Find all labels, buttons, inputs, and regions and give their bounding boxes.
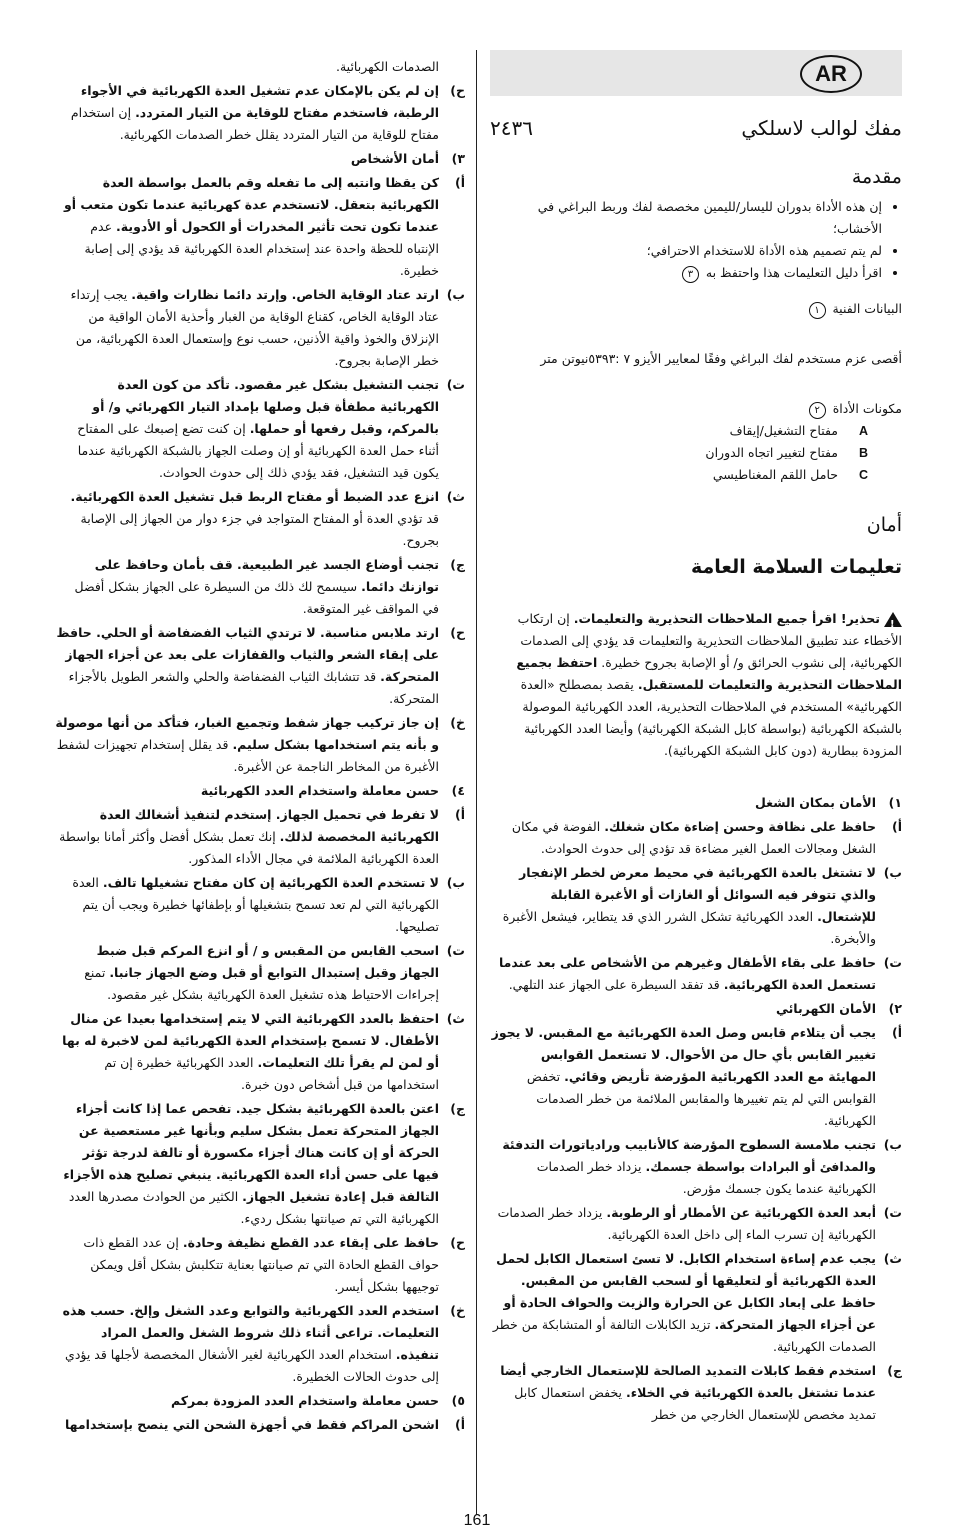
safety-item — [490, 1022, 902, 1132]
item-body — [55, 1414, 439, 1436]
item-body — [55, 780, 439, 802]
item-body — [55, 1300, 439, 1388]
item-body — [490, 998, 876, 1020]
item-body — [55, 284, 439, 372]
safety-item — [490, 998, 902, 1020]
item-number: ب) — [883, 865, 902, 880]
component-item: C حامل اللقم المغناطيسي — [712, 467, 868, 482]
item-number: أ) — [455, 1417, 465, 1432]
safety-item — [55, 1300, 465, 1388]
item-bold-text: تجنب ملامسة السطوح المؤرضة كالأنابيب ورادياتورات التدفئة والمدافئ أو البرادات بواسطة جسمك. — [502, 1137, 876, 1174]
item-bold-text: استخدم العدد الكهربائية والتوابع وعدد الشغل وإلخ. حسب هذه التعليمات. تراعى أثناء ذلك شروط الشغل والعمل المراد تنفيذه. — [62, 1303, 439, 1362]
components-label: مكونات الأداة ٢ — [490, 398, 902, 420]
item-body — [55, 872, 439, 938]
components-list — [490, 420, 902, 486]
item-number: ب) — [446, 287, 465, 302]
item-body — [55, 148, 439, 170]
item-number: أ) — [892, 1025, 902, 1040]
item-bold-text: لا تستخدم العدة الكهربائية إن كان مفتاح تشغيلها تالف. — [102, 875, 439, 890]
item-number: ح) — [450, 625, 465, 640]
item-number: ٥) — [451, 1393, 465, 1408]
item-body — [55, 486, 439, 552]
item-body — [55, 1008, 439, 1096]
item-text: تمنع إجراءات الاحتياط هذه تشغيل العدة الكهربائية بشكل غير مقصود. — [84, 965, 439, 1002]
safety-item — [55, 1008, 465, 1096]
item-text: تخفض القوابس التي لم يتم تغييرها والمقابس الملائمة من خطر الصدمات الكهربائية. — [526, 1069, 876, 1128]
item-bold-text: حسن معاملة واستخدام العدد الكهربائية — [200, 783, 439, 798]
item-body — [490, 792, 876, 814]
safety-item — [55, 80, 465, 146]
safety-item — [490, 792, 902, 814]
document-title: مفك لوالب لاسلكي — [741, 116, 902, 140]
item-number: ج) — [450, 1101, 465, 1116]
item-text: إن استخدام مفتاح للوقاية من التيار المتردد يقلل خطر الصدمات الكهربائية. — [70, 105, 439, 142]
item-number: ت) — [883, 1205, 902, 1220]
warning-paragraph: !تحذير! اقرأ جميع الملاحظات التحذيرية والتعليمات. إن ارتكاب الأخطاء عند تطبيق الملاحظات التحذيرية والتعليمات قد يؤدي إلى الصدمات الكهربائية، إلى نشوب الحرائق و/ أو الإصابة بجروح خطيرة. احتفظ بجميع الملاحظات التحذيرية والتعليمات للمستقبل. يقصد بمصطلح «العدة الكهربائية» المستخدم في الملاحظات التحذيرية، العدد الكهربائية الموصولة بالشبكة الكهربائية (بواسطة كابل الشبكة الكهربائية) وأيضا العدد الكهربائية المزودة ببطارية (دون كابل الشبكة الكهربائية). — [490, 608, 902, 762]
item-bold-text: اسحب القابس من المقبس و / أو انزع المركم قبل ضبط الجهاز وقبل إستبدال التوابع أو قبل وضع الجهاز جانبا. — [96, 943, 439, 980]
safety-item — [55, 1232, 465, 1298]
item-body — [55, 1232, 439, 1298]
item-bold-text: يجب أن يتلاءم قابس وصل العدة الكهربائية مع المقبس. لا يجوز تغيير القابس بأي حال من الأحوال. لا تستعمل القوابس المهايئة مع العدد الكهربائية المؤرضة تأريض وقائي. — [491, 1025, 876, 1084]
safety-item — [55, 780, 465, 802]
item-body — [490, 862, 876, 950]
item-text: العدد الكهربائية تشكل الشرر الذي قد يتطاير، فيشعل الأغبرة والأبخرة. — [502, 909, 876, 946]
item-bold-text: إن لم يكن بالإمكان عدم تشغيل العدة الكهربائية في الأجواء الرطبة، فاستخدم مفتاح للوقاية من التيار المتردد. — [80, 83, 439, 120]
item-body — [55, 172, 439, 282]
right-column — [490, 50, 902, 1426]
item-body — [55, 622, 439, 710]
safety-item — [490, 862, 902, 950]
component-item: A مفتاح التشغيل/إيقاف — [729, 423, 868, 438]
item-bold-text: تجنب التشغيل بشكل غير مقصود. تأكد من كون العدة الكهربائية مطفأة قبل وصلها بإمداد التيار الكهربائي و/ أو بالمركم، وقبل رفعها أو حملها. — [92, 377, 439, 436]
item-bold-text: أمان الأشخاص — [350, 151, 439, 166]
item-text: قد يقلل إستخدام تجهيزات لشفط الأغبرة من المخاطر الناجمة عن الأغبرة. — [56, 737, 439, 774]
item-body — [490, 1022, 876, 1132]
item-body — [490, 816, 876, 860]
item-bold-text: اعتن بالعدة الكهربائية بشكل جيد. تفحص عما إذا كانت أجزاء الجهاز المتحركة تعمل بشكل سليم وبأنها غير مستعصية عن الحركة أو إن كانت هناك أجزاء مكسورة أو تالفة لدرجة تؤثر فيها على حسن أداء العدة الكهربائية. ينبغي تصليح هذه الأجزاء التالفة قبل إعادة تشغيل الجهاز. — [63, 1101, 439, 1204]
item-number: ب) — [446, 875, 465, 890]
title-row — [490, 116, 902, 140]
item-number: ت) — [446, 943, 465, 958]
item-text: يجب إرتداء عتاد الوقاية الخاص، كقناع الوقاية من الغبار وأحذية الأمان الواقية من الإنزلاق والخوذ واقية الأذنين، حسب نوع وإستعمال العدة الكهربائية، من خطر الإصابة بجروح. — [70, 287, 439, 368]
item-bold-text: أبعد العدة الكهربائية عن الأمطار أو الرطوبة. — [606, 1205, 876, 1220]
intro-heading: مقدمة — [851, 166, 902, 188]
item-text: قد تفقد السيطرة على الجهاز عند التلهي. — [508, 977, 720, 992]
safety-item — [55, 284, 465, 372]
safety-item — [55, 172, 465, 282]
item-body — [55, 56, 439, 78]
item-number: خ) — [450, 1303, 465, 1318]
item-body — [55, 712, 439, 778]
intro-bullet: • اقرأ دليل التعليمات هذا واحتفظ به ٣ — [490, 262, 882, 284]
item-body — [490, 1360, 876, 1426]
item-body — [55, 1390, 439, 1412]
left-sections — [55, 56, 465, 1436]
item-bold-text: يجب عدم إساءة استخدام الكابل. لا تسئ استعمال الكابل لحمل العدة الكهربائية أو لتعليقها أو لسحب القابس من المقبس. حافظ على إبعاد الكابل عن الحرارة والزيت والحواف الحادة أو عن أجزاء الجهاز المتحركة. — [496, 1251, 876, 1332]
item-body — [490, 952, 876, 996]
item-text: استخدام العدد الكهربائية لغير الأشغال المخصصة لأجلها قد يؤدي إلى حدوث الحالات الخطيرة. — [65, 1347, 439, 1384]
safety-item — [490, 1360, 902, 1426]
left-column — [55, 54, 465, 1436]
item-number: ب) — [883, 1137, 902, 1152]
item-text: قد تتشابك الثياب الفضفاضة والحلي والشعر الطويل بالأجزاء المتحركة. — [68, 669, 439, 706]
item-number: خ) — [450, 715, 465, 730]
item-body — [490, 1202, 876, 1246]
item-bold-text: حافظ على إبقاء عدد القطع نظيفة وحادة. — [182, 1235, 439, 1250]
item-text: الصدمات الكهربائية. — [336, 59, 439, 74]
safety-item — [55, 1098, 465, 1230]
safety-item — [55, 872, 465, 938]
item-bold-text: ارتد عتاد الوقاية الخاص. وإرتد دائما نظارات واقية. — [131, 287, 439, 302]
figure-ref-1: ١ — [809, 302, 826, 319]
item-text: الكثير من الحوادث مصدرها العدد الكهربائية التي تم صيانتها بشكل رديء. — [68, 1189, 439, 1226]
item-number: ت) — [446, 377, 465, 392]
page-number: 161 — [463, 1512, 491, 1529]
figure-ref-2: ٢ — [809, 402, 826, 419]
item-number: ث) — [446, 489, 465, 504]
item-number: أ) — [455, 807, 465, 822]
item-bold-text: كن يقظا وانتبه إلى ما تفعله وقم بالعمل بواسطة العدة الكهربائية بتعقل. لاتستخدم عدة كهربائية عندما تكون متعب أو عندما تكون تحت تأثير المخدرات أو الكحول أو الأدوية. — [64, 175, 439, 234]
item-number: ث) — [883, 1251, 902, 1266]
item-bold-text: ارتد ملابس مناسبة. لا ترتدي الثياب الفضفاضة أو الحلي. حافظ على إبقاء الشعر والثياب والقفازات على بعد عن أجزاء الجهاز المتحركة. — [56, 625, 439, 684]
language-bar — [490, 50, 902, 96]
item-bold-text: انزع عدد الضبط أو مفتاح الربط قبل تشغيل العدة الكهربائية. — [70, 489, 439, 504]
safety-item — [55, 1390, 465, 1412]
item-text: العدة الكهربائية التي لم تعد تسمح بتشغيلها أو بإطفائها خطيرة ويجب أن يتم تصليحها. — [72, 875, 439, 934]
item-bold-text: لا تفرط في تحميل الجهاز. إستخدم لتنفيذ أشغالك العدة الكهربائية المخصصة لذلك. — [99, 807, 439, 844]
item-bold-text: لا تشتغل بالعدة الكهربائية في محيط معرض لخطر الإنفجار والذي تتوفر فيه السوائل أو الغازات أو الأغبرة القابلة للإشتعال. — [519, 865, 876, 924]
item-number: ١) — [888, 795, 902, 810]
item-body — [55, 1098, 439, 1230]
item-text: إن عدد القطع ذات حواف القطع الحادة التي تم صيانتها بعناية تتكلبش بشكل أقل ويمكن توجيهها بشكل أيسر. — [83, 1235, 439, 1294]
safety-item — [55, 1414, 465, 1436]
safety-item — [55, 486, 465, 552]
right-sections — [490, 792, 902, 1426]
item-bold-text: حافظ على بقاء الأطفال وغيرهم من الأشخاص على بعد عندما تستعمل العدة الكهربائية. — [498, 955, 876, 992]
item-text: تزيد الكابلات التالفة أو المتشابكة من خطر الصدمات الكهربائية. — [492, 1317, 876, 1354]
item-number: ٤) — [451, 783, 465, 798]
safety-item — [55, 374, 465, 484]
item-text: سيسمح لك ذلك من السيطرة على الجهاز بشكل أفضل في المواقف غير المتوقعة. — [74, 579, 439, 616]
item-bold-text: الأمان الكهربائي — [775, 1001, 876, 1016]
item-number: ت) — [883, 955, 902, 970]
item-number: ٢) — [888, 1001, 902, 1016]
component-item: B مفتاح لتغيير اتجاه الدوران — [705, 445, 868, 460]
safety-item — [490, 1248, 902, 1358]
intro-list — [490, 196, 902, 284]
item-text: العدد الكهربائية خطيرة إن تم استخدامها من قبل أشخاص دون خبرة. — [104, 1055, 439, 1092]
item-body — [55, 940, 439, 1006]
item-body — [55, 804, 439, 870]
item-text: يزداد خطر الصدمات الكهربائية عندما يكون جسمك مؤرض. — [536, 1159, 876, 1196]
item-number: ح) — [450, 1235, 465, 1250]
safety-item — [490, 816, 902, 860]
item-text: يخفض استعمال كابل تمديد مخصص للإستعمال الخارجي من خطر — [514, 1385, 876, 1422]
item-text: يزداد خطر الصدمات الكهربائية إن تسرب الماء إلى داخل العدة الكهربائية. — [497, 1205, 876, 1242]
item-body — [55, 80, 439, 146]
item-number: ث) — [446, 1011, 465, 1026]
item-number: ج) — [450, 557, 465, 572]
item-number — [439, 56, 465, 78]
column-divider — [476, 50, 477, 1515]
item-text: إنك تعمل بشكل أفضل وأكثر أمانا بواسطة العدة الكهربائية الملائمة في مجال الأداء المذكور. — [59, 829, 439, 866]
safety-item — [490, 1134, 902, 1200]
item-bold-text: تجنب أوضاع الجسد غير الطبيعية. قف بأمان وحافظ على توازنك دائما. — [94, 557, 439, 594]
item-bold-text: حسن معاملة واستخدام العدد المزودة بمركم — [170, 1393, 439, 1408]
safety-item — [490, 1202, 902, 1246]
general-safety-heading: تعليمات السلامة العامة — [690, 556, 902, 578]
safety-item — [55, 148, 465, 170]
safety-item — [55, 622, 465, 710]
item-bold-text: اشحن المراكم فقط في أجهزة الشحن التي ينصح بإستخدامها — [64, 1417, 439, 1432]
item-bold-text: استخدم فقط كابلات التمديد الصالحة للإستعمال الخارجي أيضا عندما تشتغل بالعدة الكهربائية في الخلاء. — [500, 1363, 876, 1400]
safety-item — [55, 56, 465, 78]
model-code: ٢٤٣٦ — [490, 116, 533, 140]
item-text: إن كنت تضع إصبعك على المفتاح أثناء حمل العدة الكهربائية أو إن وصلت الجهاز بالشبكة الكهربائية عندما يكون قيد التشغيل، فقد يؤدي ذلك إلى حدوث الحوادث. — [77, 421, 439, 480]
tech-data-label: البيانات الفنية ١ — [490, 298, 902, 320]
item-number: أ) — [892, 819, 902, 834]
safety-item — [55, 554, 465, 620]
item-bold-text: حافظ على نظافة وحسن إضاءة مكان شغلك. — [604, 819, 876, 834]
safety-heading: أمان — [866, 514, 902, 536]
safety-item — [55, 940, 465, 1006]
intro-bullet: • إن هذه الأداة بدوران لليسار/لليمين مخصصة لفك وربط البراغي في الأخشاب؛ — [490, 196, 882, 240]
item-text: عدم الإنتباه للحظة واحدة عند إستخدام العدة الكهربائية قد يؤدي إلى إصابة خطيرة. — [84, 219, 439, 278]
safety-item — [490, 952, 902, 996]
torque-spec: أقصى عزم مستخدم لفك البراغي وفقًا لمعايير الأيزو ٧ :٥٣٩٣نيوتن متر — [540, 351, 902, 366]
item-body — [55, 374, 439, 484]
item-bold-text: الأمان بمكان الشغل — [754, 795, 876, 810]
language-badge: AR — [800, 55, 862, 93]
item-body — [490, 1248, 876, 1358]
safety-item — [55, 804, 465, 870]
item-number: أ) — [455, 175, 465, 190]
item-text: الفوضة في مكان الشغل ومجالات العمل الغير مضاءة قد تؤدي إلى حدوث الحوادث. — [511, 819, 876, 856]
intro-bullet: • لم يتم تصميم هذه الأداة للاستخدام الاحترافي؛ — [490, 240, 882, 262]
item-body — [490, 1134, 876, 1200]
warning-icon — [884, 612, 902, 627]
figure-ref-3: ٣ — [682, 266, 699, 283]
item-bold-text: إن جاز تركيب جهاز شفط وتجميع الغبار، فتأكد من أنها موصولة و بأنه يتم استخدامها بشكل سليم. — [55, 715, 439, 752]
item-number: ح) — [450, 83, 465, 98]
item-bold-text: احتفظ بالعدد الكهربائية التي لا يتم إستخدامها بعيدا عن منال الأطفال. لا تسمح بإستخدام العدة الكهربائية لمن لاخبرة له بها أو لمن لم يقرأ تلك التعليمات. — [62, 1011, 439, 1070]
item-number: ٣) — [451, 151, 465, 166]
item-body — [55, 554, 439, 620]
item-text: قد تؤدي العدة أو المفتاح المتواجد في جزء دوار من الجهاز إلى الإصابة بجروح. — [80, 511, 439, 548]
safety-item — [55, 712, 465, 778]
item-number: ج) — [887, 1363, 902, 1378]
